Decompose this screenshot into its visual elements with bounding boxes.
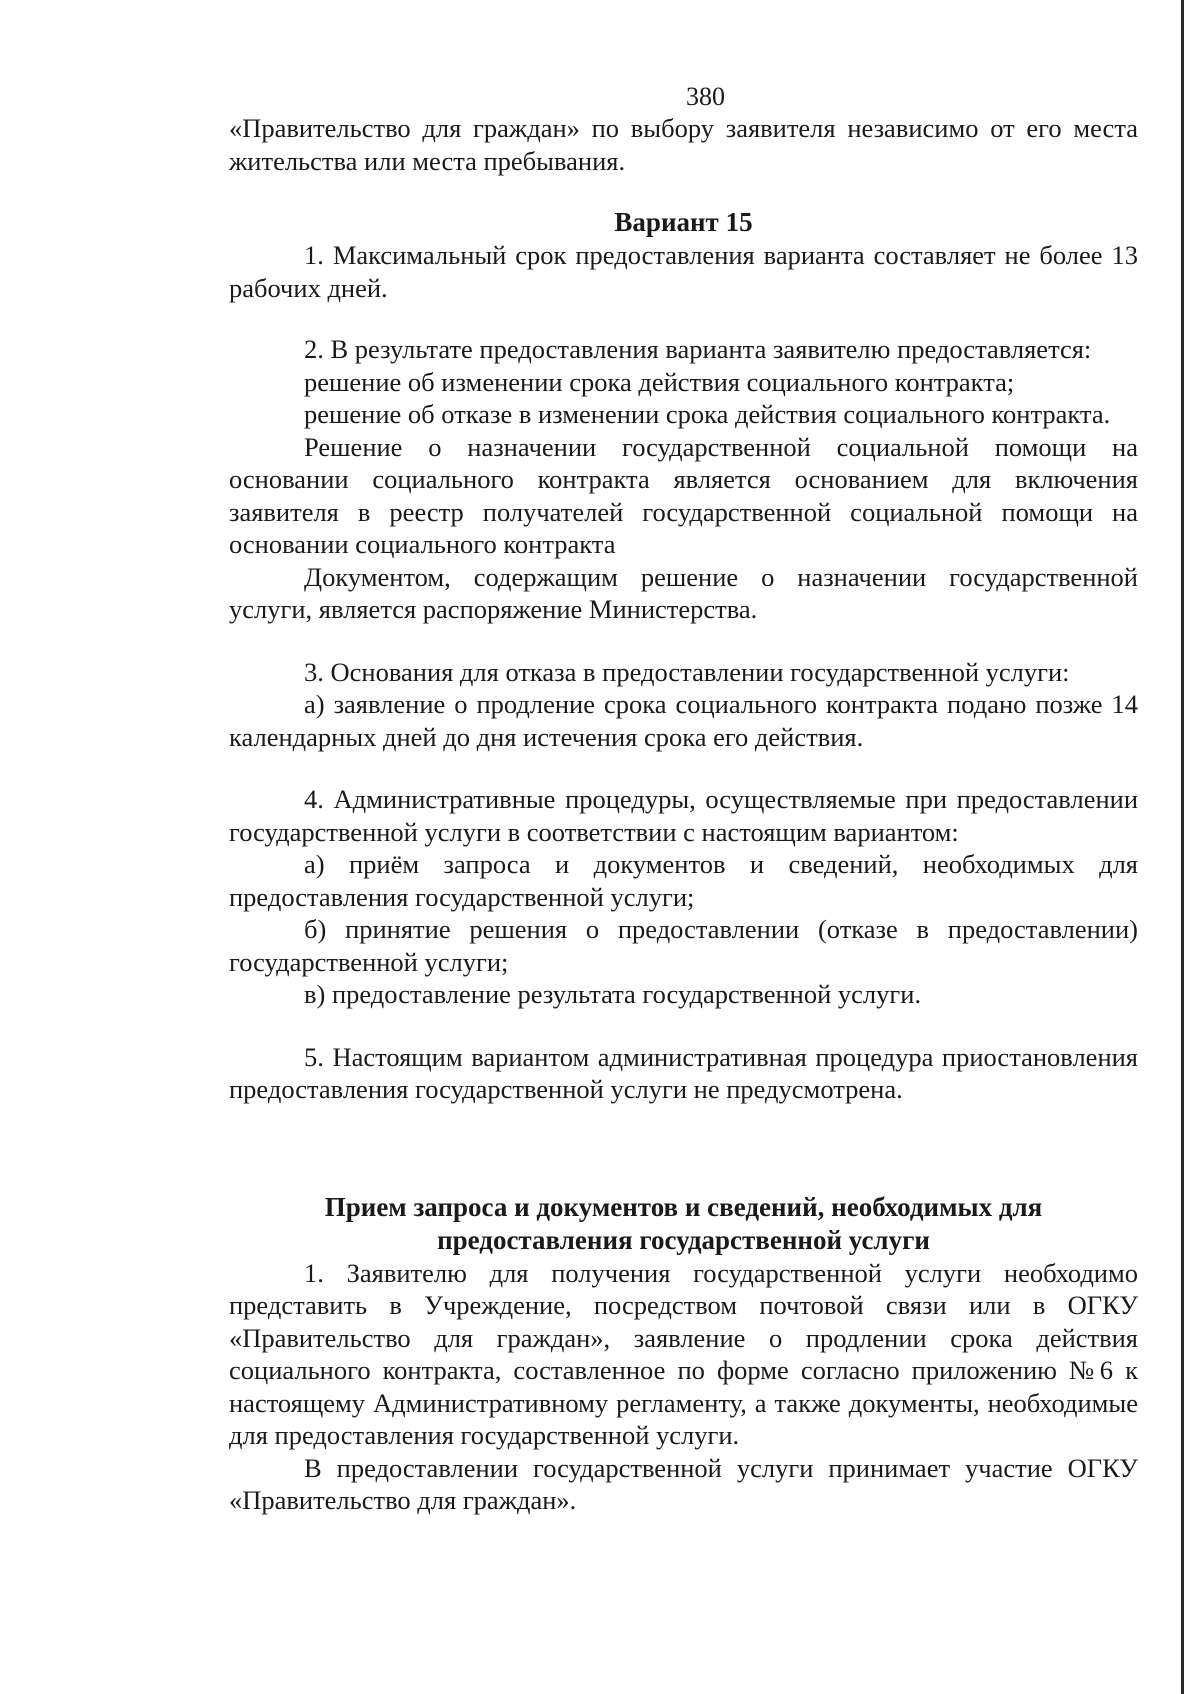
- item-2-lead: 2. В результате предоставления варианта заявителю предоставляется:: [304, 334, 1092, 364]
- intro-paragraph: «Правительство для граждан» по выбору заявителя независимо от его места жительства или места пребывания.: [229, 113, 1138, 176]
- section-title-line-1: Прием запроса и документов и сведений, необходимых для: [324, 1191, 1043, 1222]
- item-2-option-a: решение об изменении срока действия социального контракта;: [304, 366, 1015, 397]
- item-4-lead: 4. Административные процедуры, осуществляемые при предоставлении государственной услуги в соответствии с настоящим вариантом:: [229, 784, 1138, 847]
- item-3-option-a: а) заявление о продление срока социального контракта подано позже 14 календарных дней до дня истечения срока его действия.: [229, 689, 1138, 752]
- item-1: 1. Максимальный срок предоставления варианта составляет не более 13 рабочих дней.: [229, 240, 1138, 303]
- item-2-paragraph-1: Решение о назначении государственной социальной помощи на основании социального контракта является основанием для включения заявителя в реестр получателей государственной социальной помощи на основании социального контракта: [229, 431, 1138, 559]
- item-4-option-b: б) принятие решения о предоставлении (отказе в предоставлении) государственной услуги;: [229, 914, 1138, 977]
- section-title-line-2: предоставления государственной услуги: [437, 1224, 930, 1255]
- section-paragraph-1: 1. Заявителю для получения государственной услуги необходимо представить в Учреждение, посредством почтовой связи или в ОГКУ «Правительство для граждан», заявление о продлении срока действия социального контракта, составленное по форме согласно приложению №6 к настоящему Административному регламенту, а также документы, необходимые для предоставления государственной услуги.: [229, 1257, 1138, 1450]
- item-2-option-b: решение об отказе в изменении срока действия социального контракта.: [304, 399, 1111, 429]
- item-2-paragraph-2: Документом, содержащим решение о назначении государственной услуги, является распоряжение Министерства.: [229, 561, 1138, 624]
- section-paragraph-2: В предоставлении государственной услуги принимает участие ОГКУ «Правительство для граждан».: [229, 1452, 1138, 1515]
- page-number: 380: [686, 82, 725, 111]
- scan-edge-line: [1181, 0, 1184, 1694]
- item-4-option-a: а) приём запроса и документов и сведений, необходимых для предоставления государственной услуги;: [229, 849, 1138, 912]
- document-page: [229, 82, 1138, 1517]
- item-5: 5. Настоящим вариантом административная процедура приостановления предоставления государственной услуги не предусмотрена.: [229, 1041, 1138, 1104]
- variant-title: Вариант 15: [614, 207, 753, 237]
- item-3-lead: 3. Основания для отказа в предоставлении государственной услуги:: [304, 656, 1070, 687]
- item-4-option-c: в) предоставление результата государственной услуги.: [304, 979, 922, 1009]
